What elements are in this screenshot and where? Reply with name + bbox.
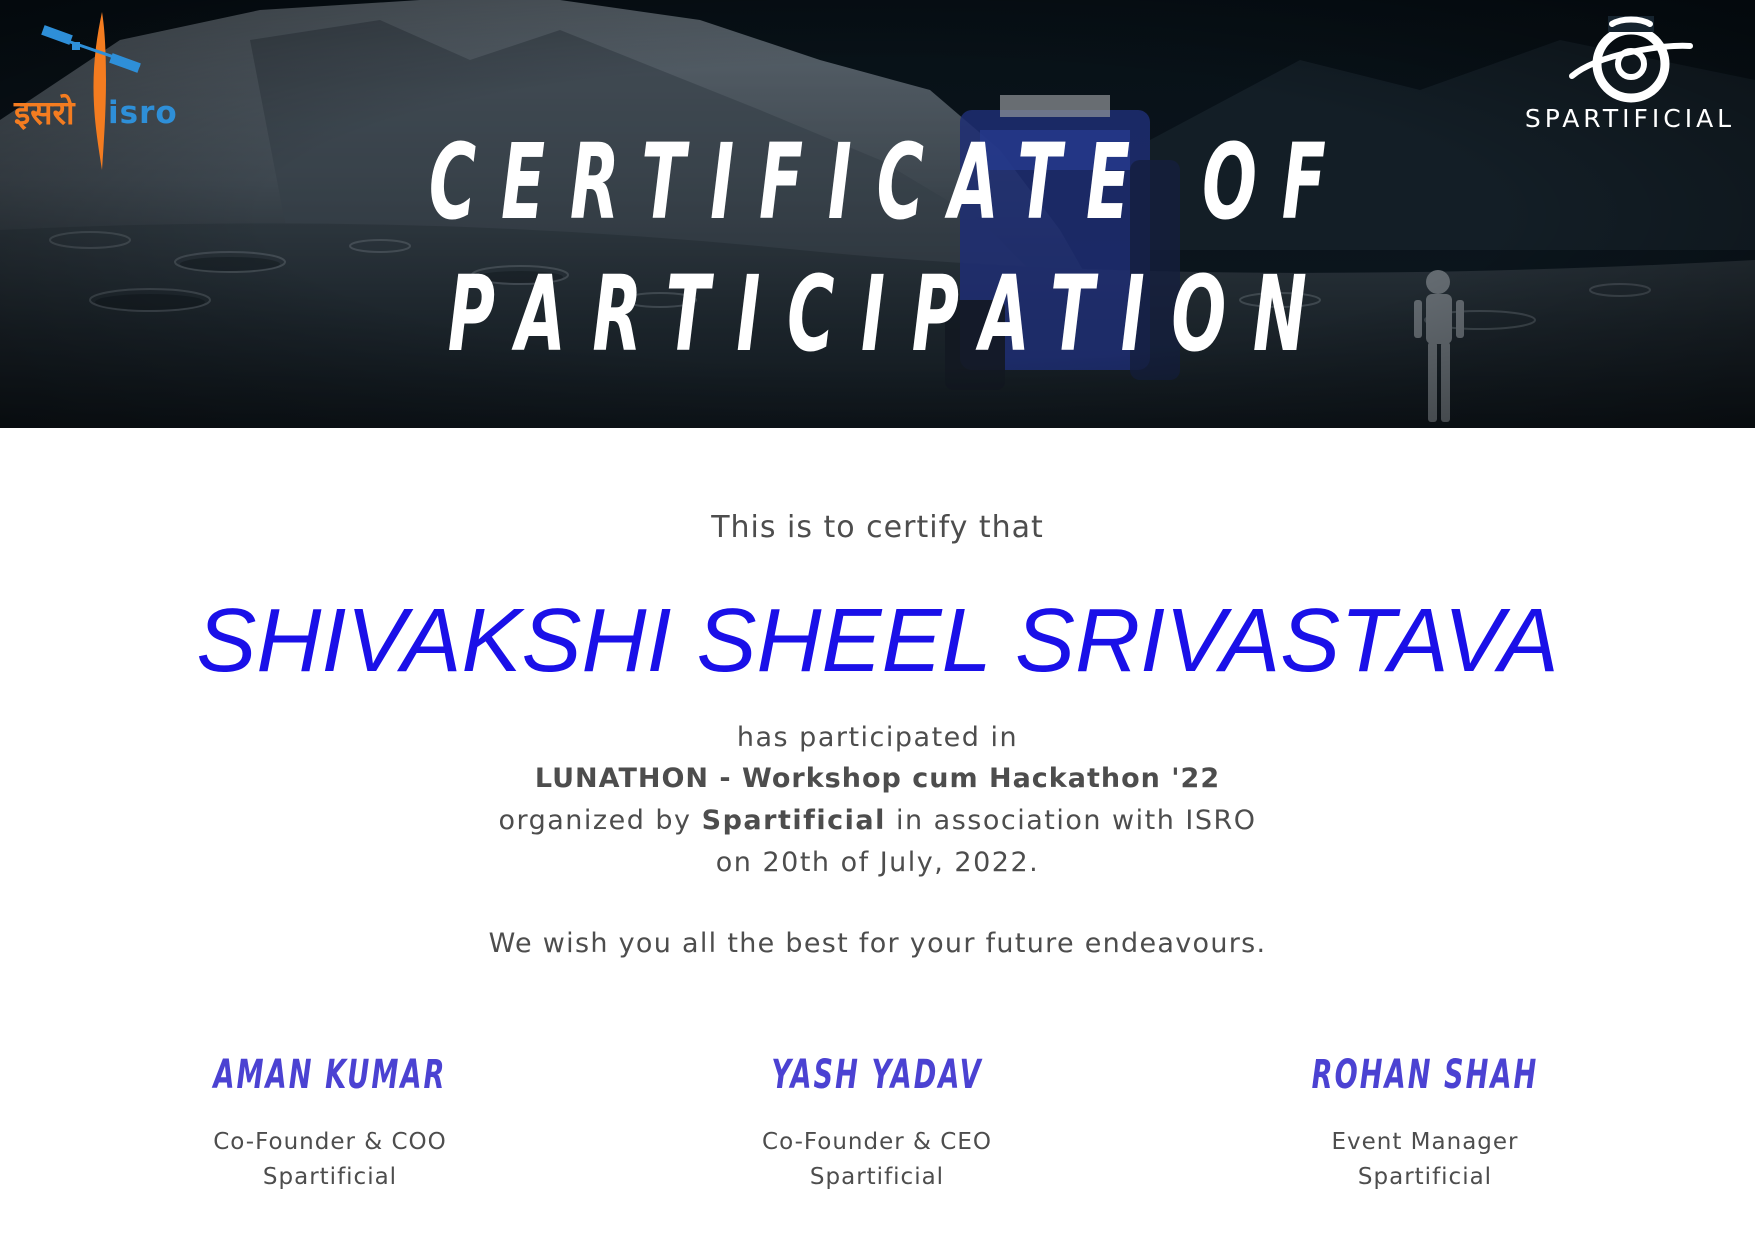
participated-text: has participated in bbox=[736, 722, 1019, 753]
hero-banner bbox=[0, 0, 1755, 428]
isro-devanagari-text: इसरो bbox=[14, 93, 75, 132]
signatory-name: ROHAN SHAH bbox=[1311, 1052, 1539, 1098]
signatory-org: Spartificial bbox=[262, 1164, 398, 1190]
signatory-role: Event Manager bbox=[1331, 1129, 1519, 1155]
organized-suffix: in association with ISRO bbox=[895, 805, 1257, 836]
signatory-org: Spartificial bbox=[1357, 1164, 1493, 1190]
organized-prefix: organized by bbox=[498, 805, 692, 836]
recipient-name: SHIVAKSHI SHEEL SRIVASTAVA bbox=[196, 591, 1559, 691]
signatory-name: AMAN KUMAR bbox=[213, 1052, 447, 1098]
event-name: LUNATHON - Workshop cum Hackathon '22 bbox=[534, 763, 1221, 794]
signatory-name: YASH YADAV bbox=[771, 1052, 983, 1098]
signatory-org: Spartificial bbox=[809, 1164, 945, 1190]
isro-latin-text: isro bbox=[108, 95, 178, 131]
event-date: on 20th of July, 2022. bbox=[715, 847, 1040, 878]
certificate-title-line-2: PARTICIPATION bbox=[447, 253, 1334, 375]
spartificial-planet-logo-icon bbox=[1568, 14, 1694, 104]
organizer-name: Spartificial bbox=[701, 805, 886, 836]
spartificial-wordmark: SPARTIFICIAL bbox=[1524, 104, 1736, 133]
certificate-title-line-1: CERTIFICATE OF bbox=[428, 121, 1351, 243]
signatory-role: Co-Founder & COO bbox=[213, 1129, 447, 1155]
closing-wish: We wish you all the best for your future endeavours. bbox=[488, 928, 1267, 959]
signatory-role: Co-Founder & CEO bbox=[762, 1129, 992, 1155]
organized-line bbox=[0, 805, 1755, 837]
certify-intro: This is to certify that bbox=[711, 510, 1044, 545]
